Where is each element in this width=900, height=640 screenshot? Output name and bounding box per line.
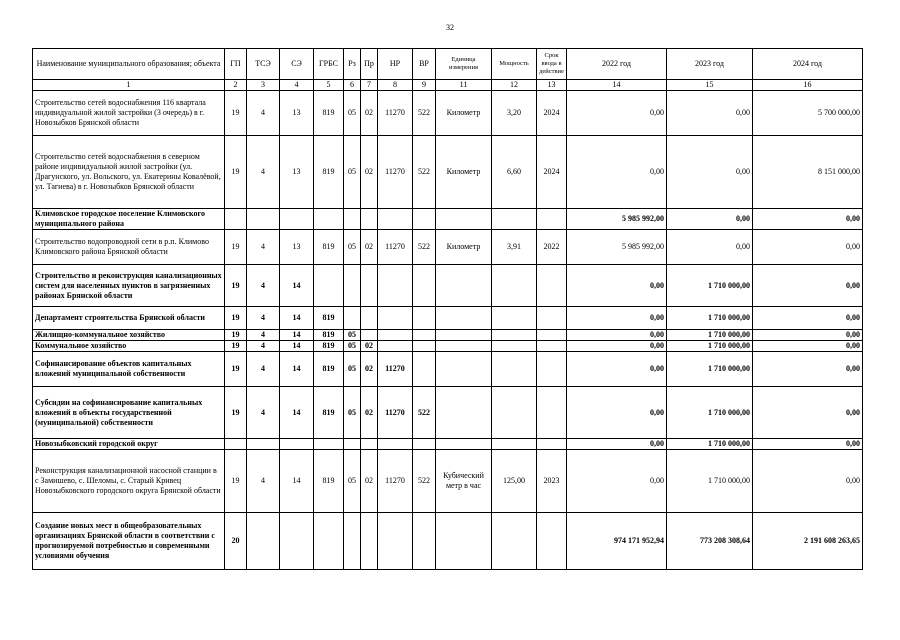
pr-cell: 02 — [361, 341, 378, 352]
commissioning-year-cell — [537, 387, 567, 439]
index-cell: 16 — [753, 80, 863, 91]
se-cell: 14 — [280, 387, 314, 439]
vr-cell: 522 — [413, 136, 436, 209]
object-name-cell: Климовское городское поселение Климовского муниципального района — [33, 209, 225, 230]
unit-cell — [436, 330, 492, 341]
amount-2024-cell: 2 191 608 263,65 — [753, 513, 863, 570]
grbs-cell: 819 — [314, 450, 344, 513]
tse-cell: 4 — [247, 136, 280, 209]
grbs-cell — [314, 209, 344, 230]
amount-2022-cell: 0,00 — [567, 352, 667, 387]
amount-2024-cell: 8 151 000,00 — [753, 136, 863, 209]
index-cell: 5 — [314, 80, 344, 91]
table-row — [33, 450, 863, 513]
gp-cell — [225, 209, 247, 230]
amount-2023-cell: 1 710 000,00 — [667, 330, 753, 341]
amount-2023-cell: 0,00 — [667, 136, 753, 209]
commissioning-year-cell — [537, 307, 567, 330]
amount-2022-cell: 0,00 — [567, 307, 667, 330]
gp-cell: 19 — [225, 265, 247, 307]
pr-cell — [361, 439, 378, 450]
index-cell: 7 — [361, 80, 378, 91]
rz-cell — [344, 307, 361, 330]
gp-cell: 19 — [225, 136, 247, 209]
header-cell: ВР — [413, 49, 436, 80]
grbs-cell: 819 — [314, 136, 344, 209]
amount-2022-cell: 0,00 — [567, 330, 667, 341]
capacity-cell — [492, 352, 537, 387]
se-cell: 14 — [280, 265, 314, 307]
unit-cell — [436, 209, 492, 230]
nr-cell: 11270 — [378, 230, 413, 265]
table-row — [33, 265, 863, 307]
gp-cell: 19 — [225, 230, 247, 265]
unit-cell — [436, 387, 492, 439]
unit-cell: Кубический метр в час — [436, 450, 492, 513]
tse-cell: 4 — [247, 341, 280, 352]
header-cell: Мощность — [492, 49, 537, 80]
unit-cell — [436, 439, 492, 450]
tse-cell — [247, 439, 280, 450]
pr-cell: 02 — [361, 450, 378, 513]
nr-cell: 11270 — [378, 136, 413, 209]
grbs-cell — [314, 439, 344, 450]
amount-2024-cell: 0,00 — [753, 330, 863, 341]
table-row — [33, 209, 863, 230]
pr-cell — [361, 330, 378, 341]
header-cell: 2022 год — [567, 49, 667, 80]
pr-cell — [361, 513, 378, 570]
object-name-cell: Создание новых мест в общеобразовательных организациях Брянской области в соответствии с прогнозируемой потребностью и современными условиями обучения — [33, 513, 225, 570]
index-cell: 13 — [537, 80, 567, 91]
rz-cell — [344, 513, 361, 570]
amount-2023-cell: 1 710 000,00 — [667, 352, 753, 387]
amount-2024-cell: 0,00 — [753, 307, 863, 330]
amount-2024-cell: 0,00 — [753, 450, 863, 513]
vr-cell — [413, 439, 436, 450]
amount-2024-cell: 0,00 — [753, 352, 863, 387]
nr-cell — [378, 265, 413, 307]
grbs-cell: 819 — [314, 352, 344, 387]
amount-2023-cell: 1 710 000,00 — [667, 265, 753, 307]
amount-2023-cell: 773 208 308,64 — [667, 513, 753, 570]
table-row — [33, 230, 863, 265]
nr-cell — [378, 307, 413, 330]
amount-2023-cell: 1 710 000,00 — [667, 450, 753, 513]
header-cell: ГРБС — [314, 49, 344, 80]
index-cell: 14 — [567, 80, 667, 91]
rz-cell: 05 — [344, 450, 361, 513]
se-cell: 13 — [280, 91, 314, 136]
unit-cell — [436, 352, 492, 387]
table-row — [33, 513, 863, 570]
page-number: 32 — [446, 23, 454, 32]
object-name-cell: Новозыбковский городской округ — [33, 439, 225, 450]
capacity-cell — [492, 265, 537, 307]
gp-cell: 19 — [225, 341, 247, 352]
capacity-cell: 3,91 — [492, 230, 537, 265]
column-index-row — [33, 80, 863, 91]
amount-2023-cell: 1 710 000,00 — [667, 387, 753, 439]
header-cell: Рз — [344, 49, 361, 80]
amount-2022-cell: 0,00 — [567, 136, 667, 209]
amount-2023-cell: 1 710 000,00 — [667, 439, 753, 450]
se-cell: 14 — [280, 450, 314, 513]
unit-cell: Километр — [436, 136, 492, 209]
se-cell: 14 — [280, 307, 314, 330]
tse-cell: 4 — [247, 450, 280, 513]
vr-cell — [413, 341, 436, 352]
gp-cell — [225, 439, 247, 450]
commissioning-year-cell — [537, 341, 567, 352]
tse-cell: 4 — [247, 91, 280, 136]
unit-cell: Километр — [436, 91, 492, 136]
grbs-cell: 819 — [314, 330, 344, 341]
rz-cell: 05 — [344, 341, 361, 352]
commissioning-year-cell — [537, 439, 567, 450]
unit-cell — [436, 341, 492, 352]
gp-cell: 19 — [225, 91, 247, 136]
pr-cell: 02 — [361, 136, 378, 209]
object-name-cell: Субсидии на софинансирование капитальных вложений в объекты государственной (муниципальной) собственности — [33, 387, 225, 439]
commissioning-year-cell — [537, 513, 567, 570]
amount-2022-cell: 0,00 — [567, 387, 667, 439]
capacity-cell — [492, 439, 537, 450]
rz-cell: 05 — [344, 330, 361, 341]
header-cell: Наименование муниципального образования; объекта — [33, 49, 225, 80]
header-cell: 2024 год — [753, 49, 863, 80]
gp-cell: 19 — [225, 387, 247, 439]
index-cell: 4 — [280, 80, 314, 91]
tse-cell: 4 — [247, 387, 280, 439]
rz-cell — [344, 439, 361, 450]
amount-2022-cell: 0,00 — [567, 91, 667, 136]
grbs-cell: 819 — [314, 307, 344, 330]
object-name-cell: Строительство водопроводной сети в р.п. Климово Климовского района Брянской области — [33, 230, 225, 265]
tse-cell: 4 — [247, 307, 280, 330]
gp-cell: 20 — [225, 513, 247, 570]
object-name-cell: Строительство сетей водоснабжения в северном районе индивидуальной жилой застройки (ул. Драгунского, ул. Вольского, ул. Екатерины Ковалёвой, ул. Тагиева) в г. Новозыбков Брянской области — [33, 136, 225, 209]
amount-2022-cell: 5 985 992,00 — [567, 230, 667, 265]
tse-cell: 4 — [247, 330, 280, 341]
vr-cell — [413, 330, 436, 341]
budget-table — [32, 48, 863, 570]
amount-2024-cell: 0,00 — [753, 439, 863, 450]
amount-2022-cell: 0,00 — [567, 265, 667, 307]
amount-2023-cell: 0,00 — [667, 209, 753, 230]
object-name-cell: Жилищно-коммунальное хозяйство — [33, 330, 225, 341]
vr-cell: 522 — [413, 450, 436, 513]
pr-cell — [361, 265, 378, 307]
unit-cell — [436, 307, 492, 330]
tse-cell: 4 — [247, 230, 280, 265]
capacity-cell: 125,00 — [492, 450, 537, 513]
rz-cell: 05 — [344, 352, 361, 387]
capacity-cell — [492, 513, 537, 570]
header-cell: НР — [378, 49, 413, 80]
nr-cell: 11270 — [378, 450, 413, 513]
grbs-cell: 819 — [314, 91, 344, 136]
grbs-cell: 819 — [314, 387, 344, 439]
index-cell: 3 — [247, 80, 280, 91]
amount-2024-cell: 0,00 — [753, 387, 863, 439]
capacity-cell — [492, 209, 537, 230]
capacity-cell: 3,20 — [492, 91, 537, 136]
object-name-cell: Реконструкция канализационной насосной станции в с Замишево, с. Шеломы, с. Старый Кривец Новозыбковского городского округа Брянской области — [33, 450, 225, 513]
header-row — [33, 49, 863, 80]
amount-2022-cell: 974 171 952,94 — [567, 513, 667, 570]
rz-cell: 05 — [344, 387, 361, 439]
nr-cell: 11270 — [378, 352, 413, 387]
capacity-cell: 6,60 — [492, 136, 537, 209]
se-cell — [280, 513, 314, 570]
pr-cell: 02 — [361, 230, 378, 265]
vr-cell: 522 — [413, 387, 436, 439]
header-cell: 2023 год — [667, 49, 753, 80]
grbs-cell: 819 — [314, 341, 344, 352]
amount-2022-cell: 0,00 — [567, 439, 667, 450]
index-cell: 1 — [33, 80, 225, 91]
index-cell: 9 — [413, 80, 436, 91]
amount-2024-cell: 0,00 — [753, 341, 863, 352]
vr-cell — [413, 265, 436, 307]
object-name-cell: Софинансирование объектов капитальных вложений муниципальной собственности — [33, 352, 225, 387]
se-cell — [280, 439, 314, 450]
amount-2022-cell: 0,00 — [567, 341, 667, 352]
rz-cell: 05 — [344, 136, 361, 209]
table-row — [33, 136, 863, 209]
gp-cell: 19 — [225, 307, 247, 330]
grbs-cell — [314, 513, 344, 570]
index-cell: 6 — [344, 80, 361, 91]
pr-cell: 02 — [361, 352, 378, 387]
vr-cell — [413, 352, 436, 387]
table-row — [33, 439, 863, 450]
amount-2023-cell: 1 710 000,00 — [667, 341, 753, 352]
header-cell: ТСЭ — [247, 49, 280, 80]
vr-cell — [413, 209, 436, 230]
commissioning-year-cell — [537, 352, 567, 387]
unit-cell: Километр — [436, 230, 492, 265]
header-cell: Срок ввода в действие — [537, 49, 567, 80]
header-cell: СЭ — [280, 49, 314, 80]
commissioning-year-cell: 2024 — [537, 91, 567, 136]
object-name-cell: Коммунальное хозяйство — [33, 341, 225, 352]
nr-cell: 11270 — [378, 91, 413, 136]
header-cell: ГП — [225, 49, 247, 80]
se-cell — [280, 209, 314, 230]
pr-cell — [361, 307, 378, 330]
unit-cell — [436, 513, 492, 570]
index-cell: 15 — [667, 80, 753, 91]
rz-cell: 05 — [344, 91, 361, 136]
amount-2022-cell: 0,00 — [567, 450, 667, 513]
commissioning-year-cell: 2023 — [537, 450, 567, 513]
rz-cell: 05 — [344, 230, 361, 265]
table-row — [33, 330, 863, 341]
se-cell: 13 — [280, 136, 314, 209]
capacity-cell — [492, 341, 537, 352]
gp-cell: 19 — [225, 450, 247, 513]
vr-cell — [413, 513, 436, 570]
amount-2023-cell: 0,00 — [667, 91, 753, 136]
vr-cell: 522 — [413, 230, 436, 265]
se-cell: 14 — [280, 330, 314, 341]
commissioning-year-cell: 2024 — [537, 136, 567, 209]
index-cell: 11 — [436, 80, 492, 91]
tse-cell — [247, 209, 280, 230]
header-cell: Единица измерения — [436, 49, 492, 80]
capacity-cell — [492, 387, 537, 439]
rz-cell — [344, 265, 361, 307]
unit-cell — [436, 265, 492, 307]
vr-cell — [413, 307, 436, 330]
se-cell: 14 — [280, 352, 314, 387]
pr-cell — [361, 209, 378, 230]
table-row — [33, 91, 863, 136]
grbs-cell — [314, 265, 344, 307]
amount-2023-cell: 1 710 000,00 — [667, 307, 753, 330]
table-row — [33, 341, 863, 352]
capacity-cell — [492, 330, 537, 341]
tse-cell: 4 — [247, 352, 280, 387]
tse-cell — [247, 513, 280, 570]
nr-cell: 11270 — [378, 387, 413, 439]
nr-cell — [378, 439, 413, 450]
commissioning-year-cell — [537, 209, 567, 230]
object-name-cell: Строительство и реконструкция канализационных систем для населенных пунктов в загрязненных районах Брянской области — [33, 265, 225, 307]
pr-cell: 02 — [361, 387, 378, 439]
index-cell: 8 — [378, 80, 413, 91]
vr-cell: 522 — [413, 91, 436, 136]
commissioning-year-cell: 2022 — [537, 230, 567, 265]
amount-2023-cell: 0,00 — [667, 230, 753, 265]
table-row — [33, 352, 863, 387]
se-cell: 13 — [280, 230, 314, 265]
nr-cell — [378, 330, 413, 341]
commissioning-year-cell — [537, 265, 567, 307]
header-cell: Пр — [361, 49, 378, 80]
amount-2024-cell: 5 700 000,00 — [753, 91, 863, 136]
amount-2022-cell: 5 985 992,00 — [567, 209, 667, 230]
amount-2024-cell: 0,00 — [753, 265, 863, 307]
grbs-cell: 819 — [314, 230, 344, 265]
index-cell: 2 — [225, 80, 247, 91]
index-cell: 12 — [492, 80, 537, 91]
nr-cell — [378, 513, 413, 570]
capacity-cell — [492, 307, 537, 330]
commissioning-year-cell — [537, 330, 567, 341]
tse-cell: 4 — [247, 265, 280, 307]
table-row — [33, 307, 863, 330]
rz-cell — [344, 209, 361, 230]
nr-cell — [378, 209, 413, 230]
amount-2024-cell: 0,00 — [753, 230, 863, 265]
se-cell: 14 — [280, 341, 314, 352]
object-name-cell: Департамент строительства Брянской области — [33, 307, 225, 330]
object-name-cell: Строительство сетей водоснабжения 116 квартала индивидуальной жилой застройки (3 очередь) в г. Новозыбков Брянской области — [33, 91, 225, 136]
table-row — [33, 387, 863, 439]
amount-2024-cell: 0,00 — [753, 209, 863, 230]
gp-cell: 19 — [225, 352, 247, 387]
pr-cell: 02 — [361, 91, 378, 136]
nr-cell — [378, 341, 413, 352]
gp-cell: 19 — [225, 330, 247, 341]
